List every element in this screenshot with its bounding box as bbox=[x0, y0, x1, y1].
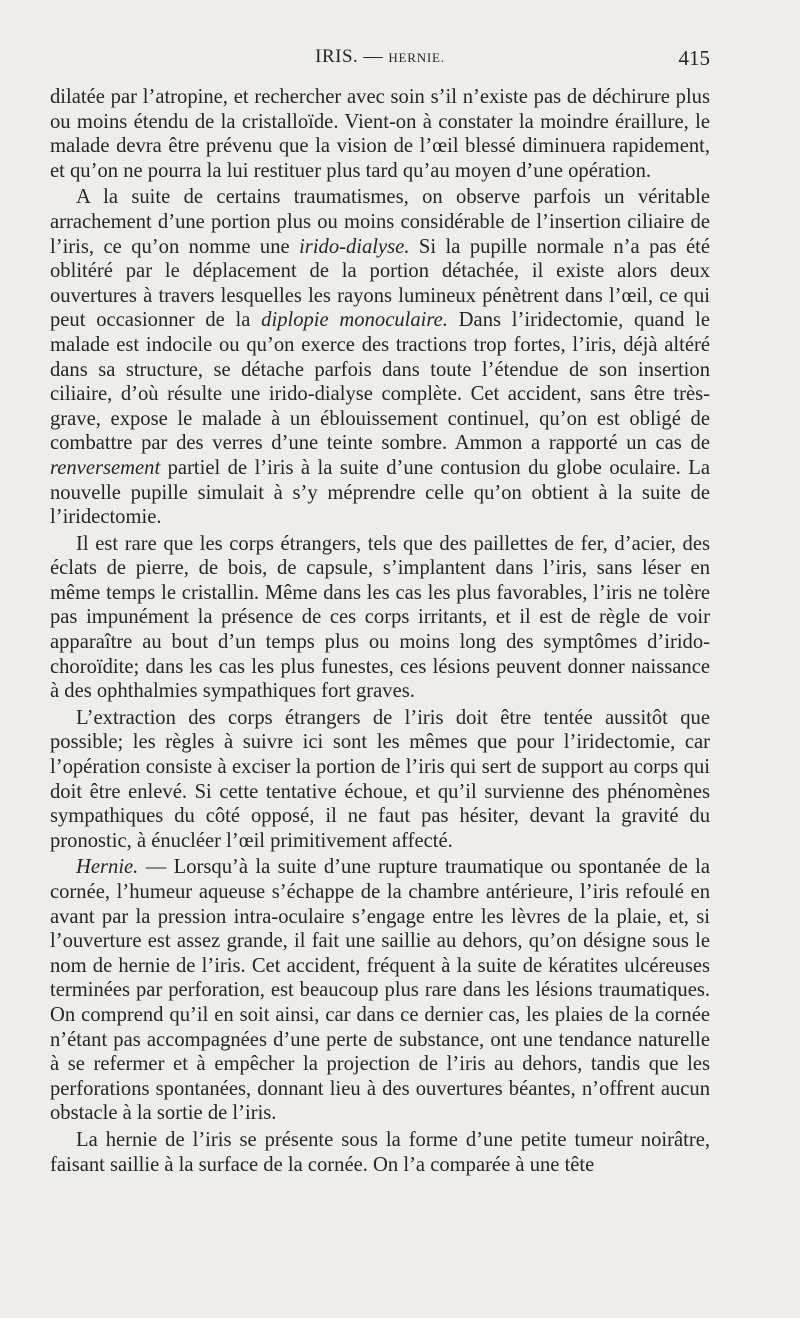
paragraph bbox=[50, 706, 710, 854]
paragraph bbox=[50, 855, 710, 1126]
text-run: partiel de l’iris à la suite d’une contusion du globe oculaire. La nouvelle pupille simulait à s’y méprendre celle qu’on obtient à la suite de l’iridectomie. bbox=[50, 456, 710, 529]
text-run: dilatée par l’atropine, et rechercher avec soin s’il n’existe pas de déchirure plus ou moins étendu de la cristalloïde. Vient-on à constater la moindre éraillure, le malade devra être prévenu que la vision de l’œil blessé diminuera rapidement, et qu’on ne pourra la lui restituer plus tard qu’au moyen d’une opération. bbox=[50, 86, 710, 182]
running-title-main: IRIS. — bbox=[315, 46, 389, 67]
italic-text: Hernie. bbox=[76, 856, 139, 879]
running-title bbox=[50, 46, 710, 68]
paragraph bbox=[50, 85, 710, 183]
paragraph bbox=[50, 185, 710, 529]
text-run: A la suite de certains traumatismes, on observe parfois un véritable arrachement d’une portion plus ou moins considérable de l’insertion ciliaire de l’iris, ce qu’on nomme une bbox=[50, 186, 710, 258]
running-header bbox=[50, 46, 710, 74]
running-title-section: HERNIE. bbox=[388, 50, 445, 65]
page-number: 415 bbox=[678, 46, 710, 70]
text-run: Si la pupille normale n’a pas été oblitéré par le déplacement de la portion détachée, il existe alors deux ouvertures à travers lesquelles les rayons lumineux pénètrent dans l’œil, ce qui peut occasionner de la bbox=[50, 235, 710, 332]
italic-text: renversement bbox=[50, 456, 161, 479]
paragraph bbox=[50, 1128, 710, 1177]
italic-text: diplopie monoculaire. bbox=[261, 309, 448, 332]
text-run: L’extraction des corps étrangers de l’iris doit être tentée aussitôt que possible; les règles à suivre ici sont les mêmes que pour l’iridectomie, car l’opération consiste à exciser la portion de l’iris qui sert de support au corps qui doit être enlevé. Si cette tentative échoue, et qu’il survienne des phénomènes sympathiques du côté opposé, il ne faut pas hésiter, devant la gravité du pronostic, à énucléer l’œil primitivement affecté. bbox=[50, 706, 710, 852]
text-run: Dans l’iridectomie, quand le malade est indocile ou qu’on exerce des tractions trop fortes, l’iris, déjà altéré dans sa structure, se détache parfois dans toute l’étendue de son insertion ciliaire, d’où résulte une irido-dialyse complète. Cet accident, sans être très-grave, expose le malade à un éblouissement continuel, qu’on est obligé de combattre par des verres d’une teinte sombre. Ammon a rapporté un cas de bbox=[50, 309, 711, 455]
text-run: Il est rare que les corps étrangers, tels que des paillettes de fer, d’acier, des éclats de pierre, de bois, de capsule, s’implantent dans l’iris, sans léser en même temps le cristallin. Même dans les cas les plus favorables, l’iris ne tolère pas impunément la présence de ces corps irritants, et il est de règle de voir apparaître au bout d’un temps plus ou moins long des symptômes d’irido-choroïdite; dans les cas les plus funestes, ces lésions peuvent donner naissance à des ophthalmies sympathiques fort graves. bbox=[50, 532, 710, 703]
body-text bbox=[50, 85, 710, 1177]
italic-text: irido-dialyse. bbox=[299, 235, 410, 258]
text-run: La hernie de l’iris se présente sous la forme d’une petite tumeur noirâtre, faisant saillie à la surface de la cornée. On l’a comparée à une tête bbox=[50, 1128, 710, 1176]
text-run: — Lorsqu’à la suite d’une rupture traumatique ou spontanée de la cornée, l’humeur aqueuse s’échappe de la chambre antérieure, l’iris refoulé en avant par la pression intra-oculaire s’engage entre les lèvres de la plaie, et, si l’ouverture est assez grande, il fait une saillie au dehors, qu’on désigne sous le nom de hernie de l’iris. Cet accident, fréquent à la suite de kératites ulcéreuses terminées par perforation, est beaucoup plus rare dans les lésions traumatiques. On comprend qu’il en soit ainsi, car dans ce dernier cas, les plaies de la cornée n’étant pas accompagnées d’une perte de substance, ont une tendance naturelle à se refermer et à empêcher la projection de l’iris au dehors, tandis que les perforations spontanées, donnant lieu à des ouvertures béantes, n’offrent aucun obstacle à la sortie de l’iris. bbox=[50, 856, 710, 1125]
paragraph bbox=[50, 532, 710, 704]
